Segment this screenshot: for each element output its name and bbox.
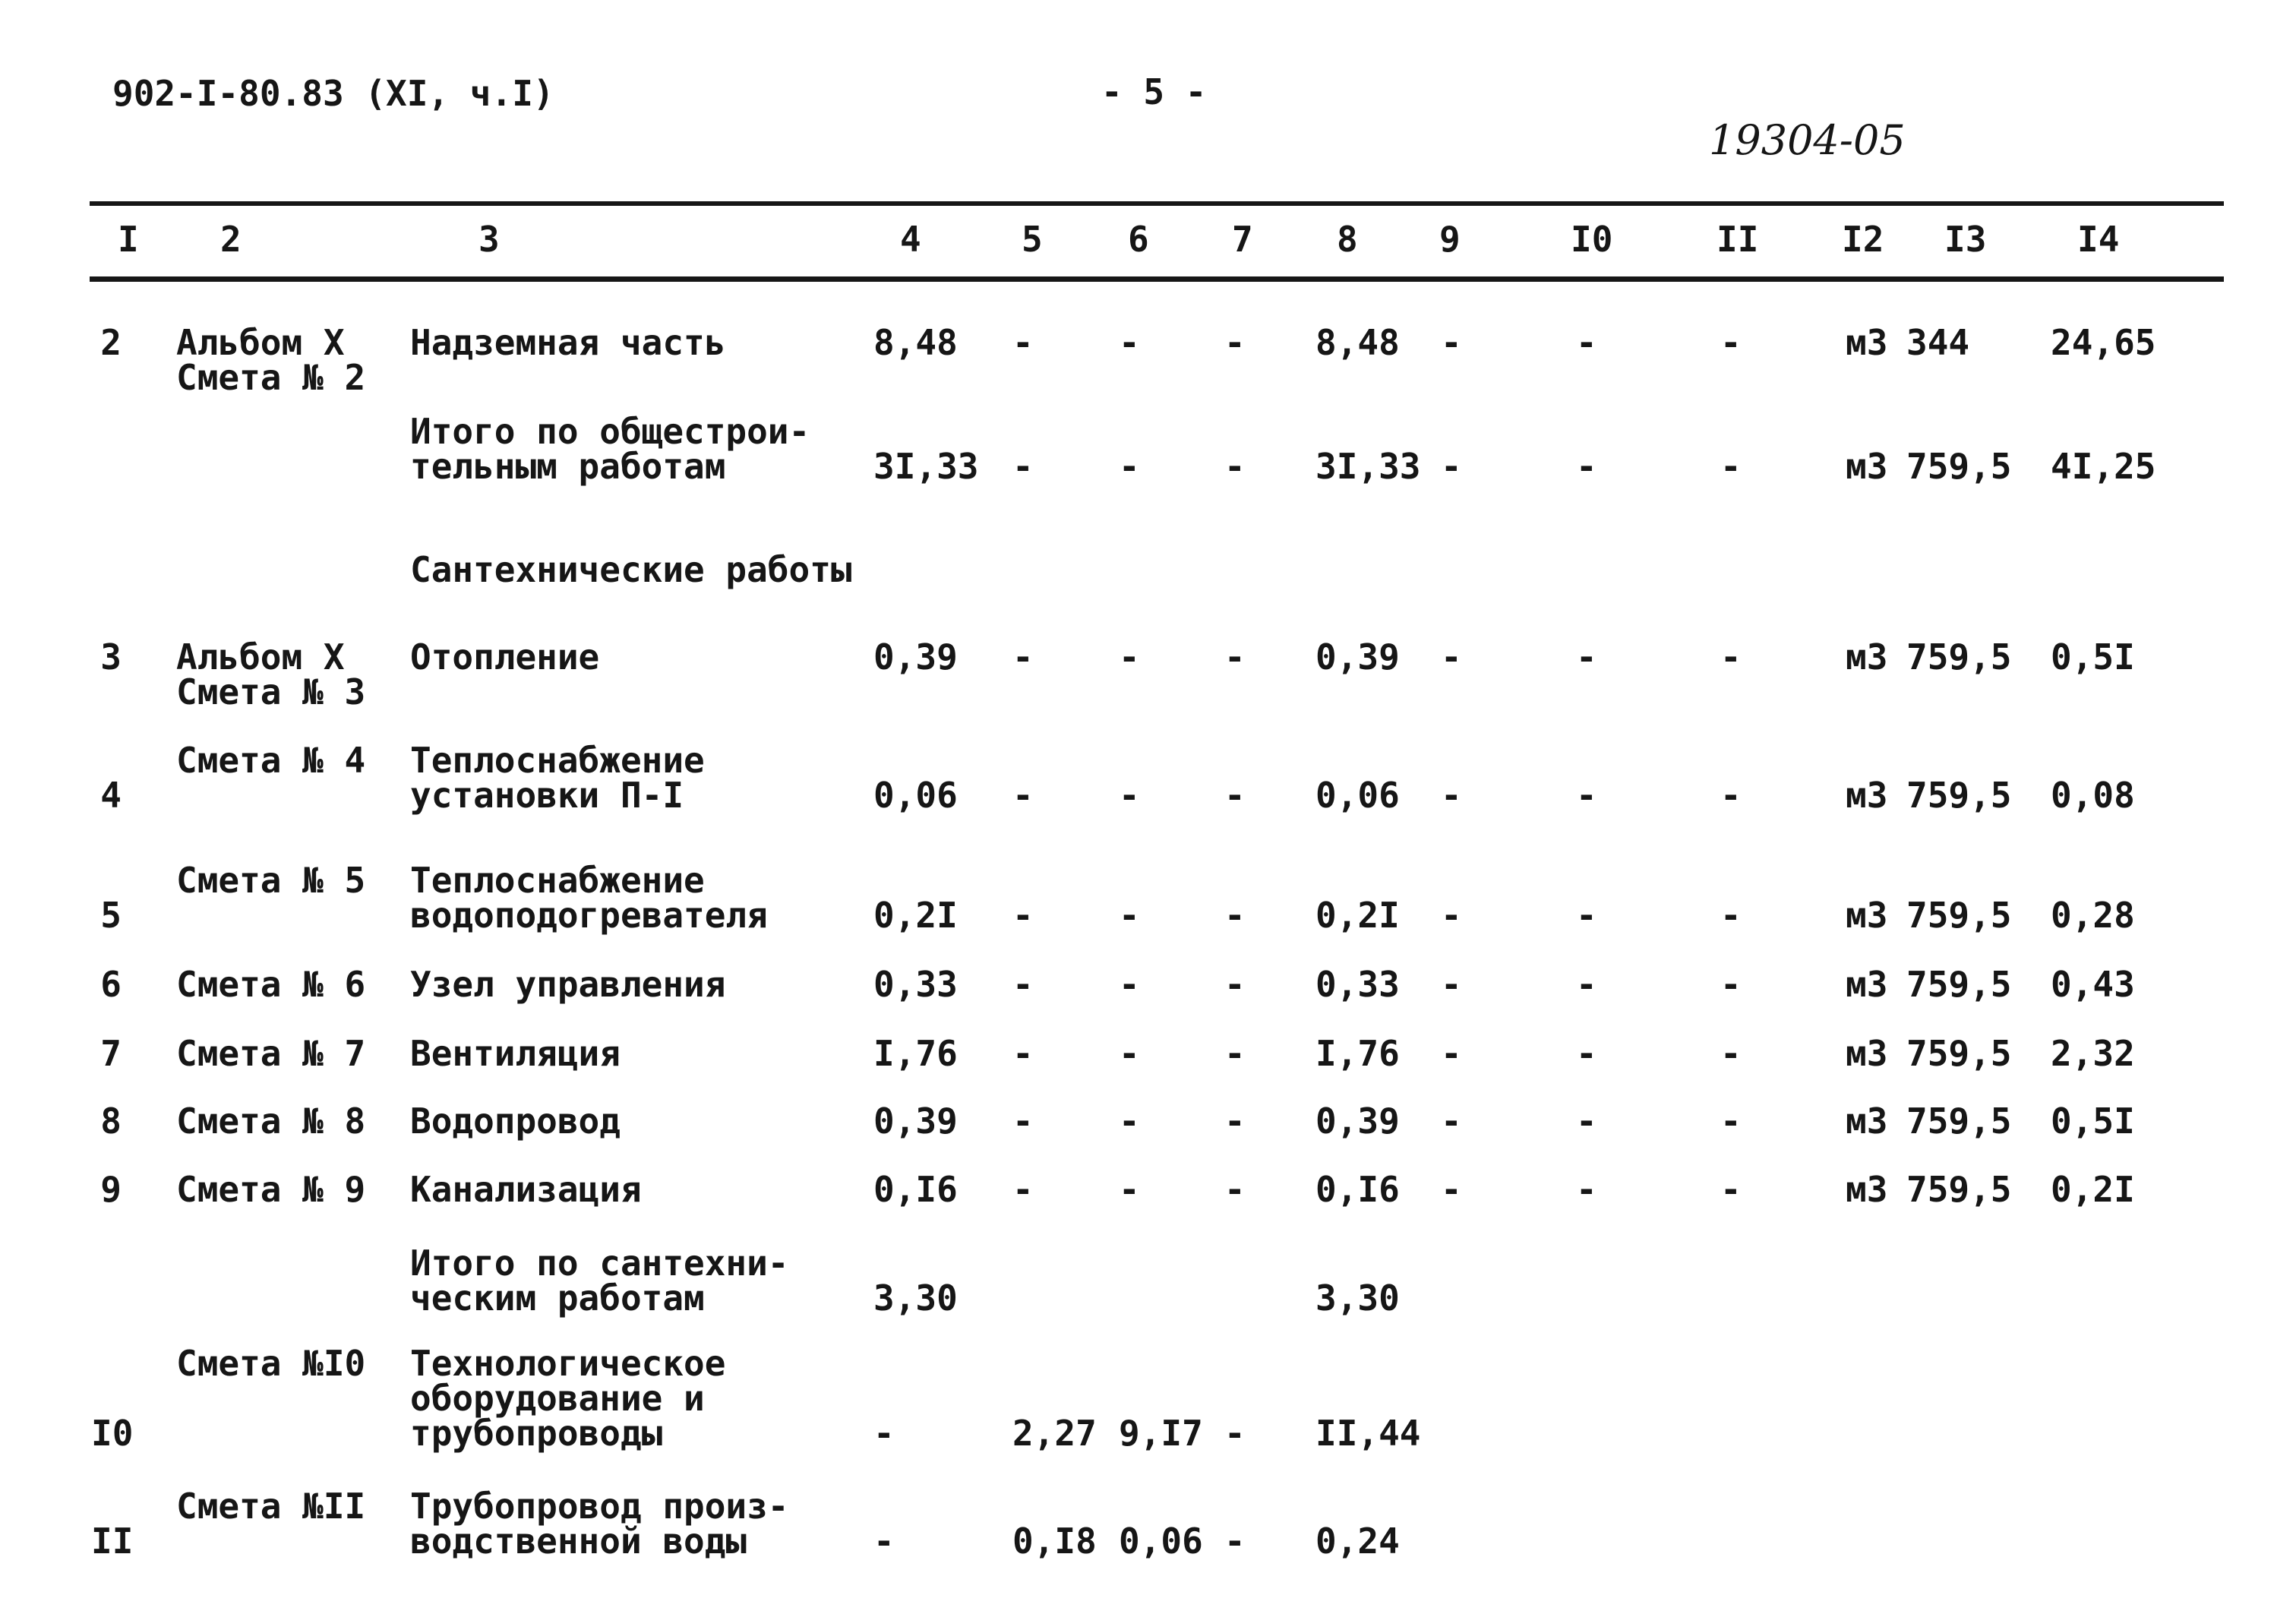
cell-col-6: - — [1119, 775, 1140, 816]
column-header-4: 4 — [900, 219, 921, 260]
cell-col-10: - — [1576, 446, 1597, 487]
cell-col-5: 2,27 — [1012, 1413, 1097, 1454]
work-name: Трубопровод произ- водственной воды — [410, 1486, 789, 1562]
column-header-2: 2 — [220, 219, 242, 260]
cell-col-11: - — [1720, 775, 1742, 816]
estimate-reference: Альбом X Смета № 2 — [176, 322, 366, 398]
cell-col-8: 0,I6 — [1315, 1169, 1400, 1210]
cell-col-10: - — [1576, 775, 1597, 816]
work-name: Водопровод — [410, 1101, 621, 1142]
cell-col-14: 0,5I — [2051, 636, 2135, 678]
cell-col-4: 3I,33 — [873, 446, 979, 487]
cell-col-14: 0,28 — [2051, 895, 2135, 936]
cell-col-7: - — [1224, 1521, 1246, 1562]
cell-col-4: 8,48 — [873, 322, 958, 363]
cell-col-9: - — [1441, 964, 1462, 1005]
estimate-reference: Смета № 6 — [176, 964, 366, 1005]
work-name: Сантехнические работы — [410, 549, 852, 590]
column-header-5: 5 — [1022, 219, 1043, 260]
cell-col-11: - — [1720, 1101, 1742, 1142]
cell-col-5: 0,I8 — [1012, 1521, 1097, 1562]
quantity-cell: 759,5 — [1906, 636, 2012, 678]
cell-col-14: 0,43 — [2051, 964, 2135, 1005]
cell-col-9: - — [1441, 1101, 1462, 1142]
cell-col-5: - — [1012, 446, 1034, 487]
estimate-reference: Смета № 4 — [176, 740, 366, 781]
cell-col-8: II,44 — [1315, 1413, 1421, 1454]
unit-cell: м3 — [1846, 636, 1888, 678]
cell-col-6: - — [1119, 1033, 1140, 1074]
cell-col-7: - — [1224, 1033, 1246, 1074]
cell-col-11: - — [1720, 322, 1742, 363]
column-header-1: I — [118, 219, 139, 260]
cell-col-4: 0,33 — [873, 964, 958, 1005]
column-header-13: I3 — [1944, 219, 1987, 260]
cell-col-8: 8,48 — [1315, 322, 1400, 363]
cell-col-14: 24,65 — [2051, 322, 2156, 363]
column-header-9: 9 — [1439, 219, 1461, 260]
cell-col-11: - — [1720, 636, 1742, 678]
cell-col-14: 0,2I — [2051, 1169, 2135, 1210]
estimate-reference: Смета № 5 — [176, 860, 366, 901]
row-number: 2 — [100, 322, 122, 363]
cell-col-6: - — [1119, 895, 1140, 936]
cell-col-10: - — [1576, 322, 1597, 363]
cell-col-5: - — [1012, 895, 1034, 936]
cell-col-9: - — [1441, 895, 1462, 936]
column-header-14: I4 — [2077, 219, 2120, 260]
quantity-cell: 759,5 — [1906, 1101, 2012, 1142]
cell-col-5: - — [1012, 775, 1034, 816]
unit-cell: м3 — [1846, 1169, 1888, 1210]
work-name: Канализация — [410, 1169, 642, 1210]
cell-col-5: - — [1012, 964, 1034, 1005]
row-number: 8 — [100, 1101, 122, 1142]
cell-col-11: - — [1720, 1033, 1742, 1074]
work-name: Узел управления — [410, 964, 726, 1005]
cell-col-11: - — [1720, 964, 1742, 1005]
page-number: - 5 - — [1101, 71, 1207, 112]
table-header-rule — [90, 276, 2224, 282]
cell-col-8: 0,39 — [1315, 636, 1400, 678]
unit-cell: м3 — [1846, 1101, 1888, 1142]
cell-col-6: - — [1119, 1101, 1140, 1142]
quantity-cell: 759,5 — [1906, 446, 2012, 487]
work-name: Технологическое оборудование и трубопроводы — [410, 1343, 726, 1454]
cell-col-5: - — [1012, 1101, 1034, 1142]
cell-col-14: 0,5I — [2051, 1101, 2135, 1142]
cell-col-9: - — [1441, 636, 1462, 678]
estimate-reference: Альбом X Смета № 3 — [176, 636, 366, 712]
cell-col-5: - — [1012, 636, 1034, 678]
cell-col-9: - — [1441, 322, 1462, 363]
cell-col-7: - — [1224, 775, 1246, 816]
cell-col-14: 0,08 — [2051, 775, 2135, 816]
row-number: 9 — [100, 1169, 122, 1210]
cell-col-6: 9,I7 — [1119, 1413, 1203, 1454]
cell-col-6: - — [1119, 446, 1140, 487]
row-number: 5 — [100, 895, 122, 936]
row-number: 4 — [100, 775, 122, 816]
handwritten-document-number: 19304-05 — [1709, 116, 1906, 164]
row-number: 3 — [100, 636, 122, 678]
cell-col-5: - — [1012, 322, 1034, 363]
column-header-7: 7 — [1232, 219, 1253, 260]
column-header-12: I2 — [1842, 219, 1884, 260]
column-header-8: 8 — [1337, 219, 1358, 260]
cell-col-6: 0,06 — [1119, 1521, 1203, 1562]
quantity-cell: 759,5 — [1906, 895, 2012, 936]
cell-col-6: - — [1119, 322, 1140, 363]
unit-cell: м3 — [1846, 446, 1888, 487]
cell-col-10: - — [1576, 636, 1597, 678]
unit-cell: м3 — [1846, 1033, 1888, 1074]
cell-col-9: - — [1441, 1169, 1462, 1210]
cell-col-11: - — [1720, 446, 1742, 487]
estimate-reference: Смета № 9 — [176, 1169, 366, 1210]
row-number: II — [91, 1521, 134, 1562]
cell-col-8: 0,06 — [1315, 775, 1400, 816]
work-name: Итого по сантехни- ческим работам — [410, 1243, 789, 1319]
cell-col-8: 3I,33 — [1315, 446, 1421, 487]
cell-col-7: - — [1224, 636, 1246, 678]
document-code: 902-I-80.83 (XI, ч.I) — [112, 73, 554, 114]
unit-cell: м3 — [1846, 895, 1888, 936]
cell-col-4: 3,30 — [873, 1278, 958, 1319]
cell-col-6: - — [1119, 964, 1140, 1005]
column-header-10: I0 — [1571, 219, 1613, 260]
cell-col-6: - — [1119, 636, 1140, 678]
cell-col-10: - — [1576, 1033, 1597, 1074]
cell-col-8: 0,39 — [1315, 1101, 1400, 1142]
cell-col-4: 0,2I — [873, 895, 958, 936]
column-header-11: II — [1716, 219, 1759, 260]
estimate-reference: Смета №II — [176, 1486, 366, 1527]
work-name: Теплоснабжение водоподогревателя — [410, 860, 768, 936]
quantity-cell: 759,5 — [1906, 775, 2012, 816]
quantity-cell: 759,5 — [1906, 964, 2012, 1005]
unit-cell: м3 — [1846, 964, 1888, 1005]
cell-col-8: 3,30 — [1315, 1278, 1400, 1319]
cell-col-5: - — [1012, 1169, 1034, 1210]
cell-col-7: - — [1224, 1101, 1246, 1142]
cell-col-8: I,76 — [1315, 1033, 1400, 1074]
cell-col-4: 0,I6 — [873, 1169, 958, 1210]
row-number: 7 — [100, 1033, 122, 1074]
cell-col-4: - — [873, 1413, 895, 1454]
cell-col-9: - — [1441, 775, 1462, 816]
cell-col-9: - — [1441, 446, 1462, 487]
cell-col-11: - — [1720, 1169, 1742, 1210]
row-number: I0 — [91, 1413, 134, 1454]
cell-col-14: 2,32 — [2051, 1033, 2135, 1074]
cell-col-8: 0,24 — [1315, 1521, 1400, 1562]
cell-col-7: - — [1224, 1169, 1246, 1210]
quantity-cell: 344 — [1906, 322, 1970, 363]
cell-col-4: 0,06 — [873, 775, 958, 816]
work-name: Надземная часть — [410, 322, 726, 363]
work-name: Вентиляция — [410, 1033, 621, 1074]
cell-col-14: 4I,25 — [2051, 446, 2156, 487]
cell-col-8: 0,33 — [1315, 964, 1400, 1005]
cell-col-6: - — [1119, 1169, 1140, 1210]
row-number: 6 — [100, 964, 122, 1005]
work-name: Отопление — [410, 636, 600, 678]
cell-col-7: - — [1224, 1413, 1246, 1454]
quantity-cell: 759,5 — [1906, 1033, 2012, 1074]
cell-col-5: - — [1012, 1033, 1034, 1074]
work-name: Теплоснабжение установки П-I — [410, 740, 705, 816]
cell-col-4: - — [873, 1521, 895, 1562]
cell-col-4: I,76 — [873, 1033, 958, 1074]
work-name: Итого по общестрои- тельным работам — [410, 411, 810, 487]
cell-col-7: - — [1224, 322, 1246, 363]
cell-col-7: - — [1224, 895, 1246, 936]
estimate-reference: Смета № 7 — [176, 1033, 366, 1074]
cell-col-10: - — [1576, 895, 1597, 936]
cell-col-7: - — [1224, 446, 1246, 487]
estimate-reference: Смета №I0 — [176, 1343, 366, 1384]
cell-col-10: - — [1576, 1101, 1597, 1142]
cell-col-4: 0,39 — [873, 1101, 958, 1142]
cell-col-7: - — [1224, 964, 1246, 1005]
cell-col-8: 0,2I — [1315, 895, 1400, 936]
cell-col-10: - — [1576, 1169, 1597, 1210]
cell-col-9: - — [1441, 1033, 1462, 1074]
table-top-rule — [90, 201, 2224, 206]
cell-col-11: - — [1720, 895, 1742, 936]
cell-col-10: - — [1576, 964, 1597, 1005]
cell-col-4: 0,39 — [873, 636, 958, 678]
column-header-3: 3 — [478, 219, 500, 260]
quantity-cell: 759,5 — [1906, 1169, 2012, 1210]
estimate-reference: Смета № 8 — [176, 1101, 366, 1142]
column-header-6: 6 — [1128, 219, 1149, 260]
unit-cell: м3 — [1846, 775, 1888, 816]
unit-cell: м3 — [1846, 322, 1888, 363]
